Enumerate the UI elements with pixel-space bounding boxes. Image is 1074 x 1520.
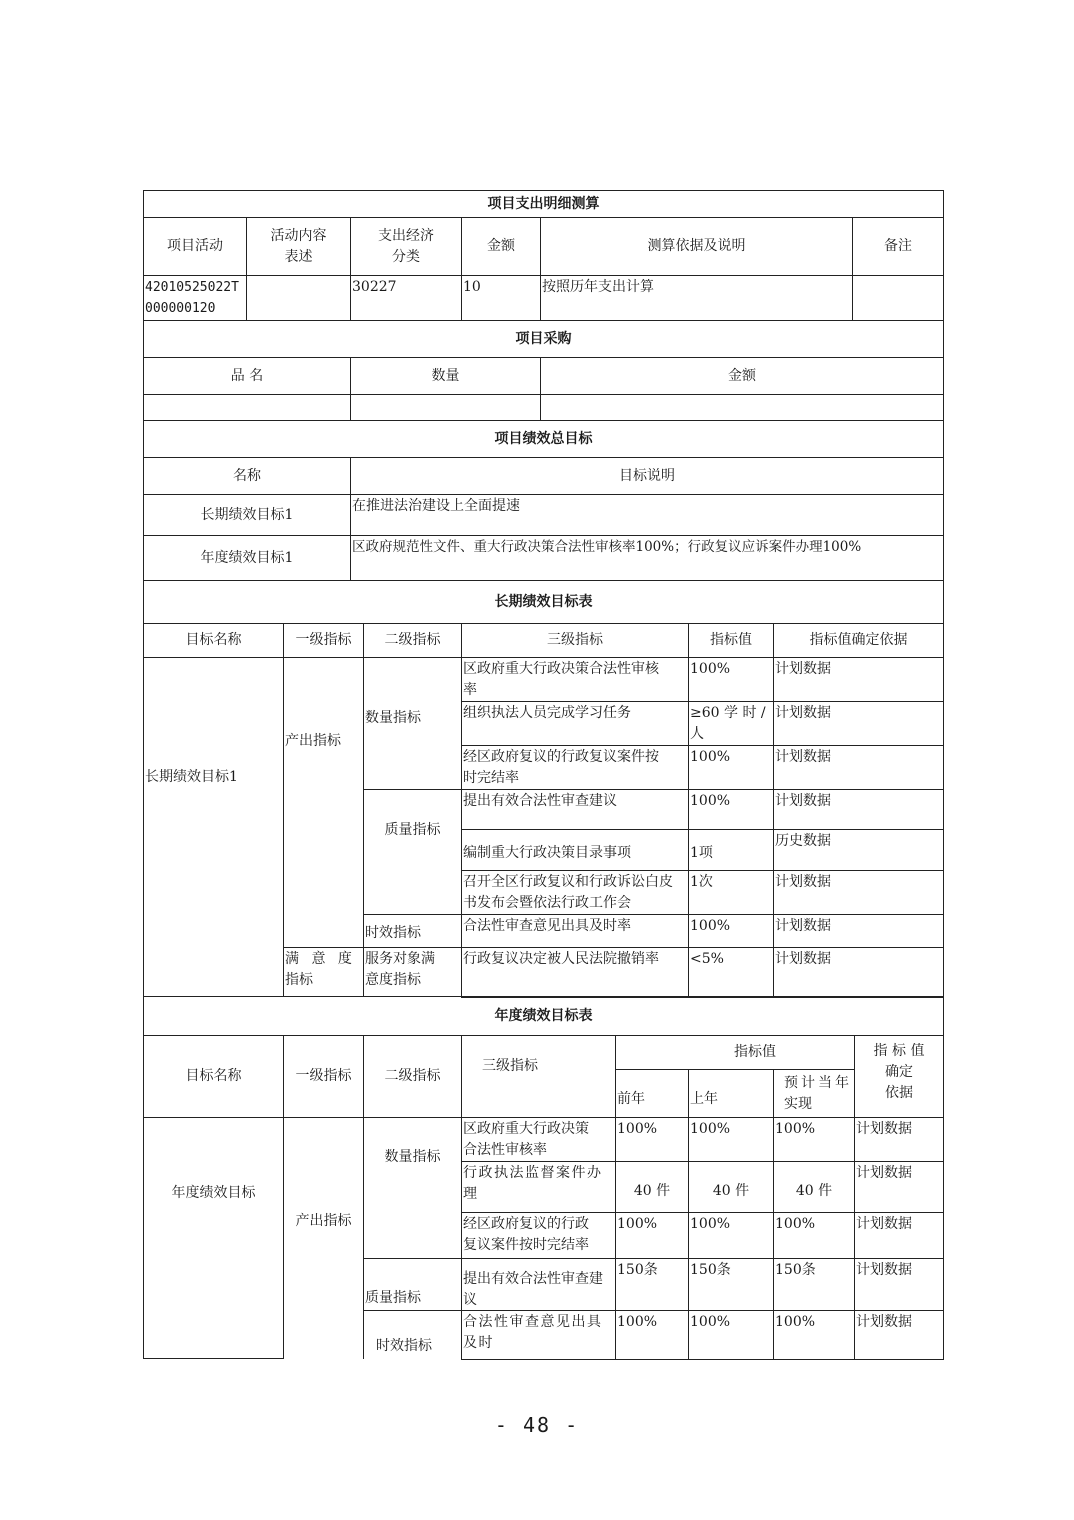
annual-header-goal-name: 目标名称 [143,1035,284,1118]
longterm-header-level2: 二级指标 [363,623,462,658]
header-text: 指 标 值 [873,1043,925,1059]
annual-basis-cell: 计划数据 [854,1310,944,1360]
annual-level2-quality [363,1258,462,1311]
header-activity-content [246,217,351,276]
level3-text-line2: 率 [463,682,477,698]
value-text-line1: 100% [690,749,731,765]
goal-name-text: 年度绩效目标 [171,1184,256,1201]
annual-level3-cell [461,1212,616,1259]
value-text-line1: 100% [690,661,731,677]
annual-level2-timeliness [363,1310,462,1359]
header-text: 预计当年 [784,1075,852,1091]
header-text: 指标值 [734,1044,776,1060]
annual-header-prev-year: 前年 [615,1069,689,1118]
overall-goal-desc-annual: 区政府规范性文件、重大行政决策合法性审核率100%；行政复议应诉案件办理100% [350,535,944,581]
cell-basis: 按照历年支出计算 [540,275,853,321]
header-basis [540,217,853,276]
annual-goal-name [143,1117,284,1359]
level2-text: 质量指标 [365,1290,421,1306]
annual-table-title: 年度绩效目标表 [143,996,944,1036]
longterm-basis-cell: 计划数据 [773,789,944,830]
longterm-basis-cell: 计划数据 [773,701,944,746]
level3-text-line2: 时完结率 [463,770,519,786]
longterm-value-cell [688,789,774,830]
value-text-line1: 100% [690,918,731,934]
cell-activity-code [143,275,247,321]
header-text: 项目活动 [167,238,223,254]
cell-amount: 10 [461,275,541,321]
longterm-value-cell [688,870,774,915]
level3-text-line1: 区政府重大行政决策合法性审核 [463,661,659,677]
header-text: 支出经济 [378,227,434,244]
longterm-value-cell [688,701,774,746]
overall-goal-name-annual: 年度绩效目标1 [143,535,351,581]
cell-activity-content [246,275,351,321]
level2-text: 数量指标 [384,1148,441,1165]
procurement-cell-amount [540,394,944,421]
annual-level3-cell [461,1310,616,1360]
header-amount [461,217,541,276]
annual-level2-quantity [363,1117,462,1259]
level3-text-line2: 理 [463,1186,479,1202]
page-number: - 48 - [494,1413,580,1437]
longterm-level3-cell [461,870,689,915]
annual-expected-cell: 100% [773,1117,855,1162]
annual-level3-cell [461,1117,616,1162]
level3-text-line1: 合法性审查意见出具及时率 [463,918,631,934]
longterm-header-value: 指标值 [688,623,774,658]
level2-text: 质量指标 [384,821,441,838]
level3-text-line1: 提出有效合法性审查建 [463,1271,603,1287]
annual-basis-cell: 计划数据 [854,1161,944,1213]
overall-goals-title: 项目绩效总目标 [143,420,944,458]
overall-goals-header-name: 名称 [143,457,351,495]
level3-text-line1: 召开全区行政复议和行政诉讼白皮 [463,874,673,890]
level2-text: 服务对象满 [365,951,435,967]
overall-goal-desc-longterm: 在推进法治建设上全面提速 [350,494,944,536]
longterm-goal-name [143,657,284,997]
annual-header-basis [854,1035,944,1118]
annual-level1-output [283,1117,364,1359]
longterm-header-level3: 三级指标 [461,623,689,658]
level3-text-line1: 提出有效合法性审查建议 [463,793,617,809]
level3-text-line2: 合法性审核率 [463,1142,547,1158]
level3-text-line1: 行政执法监督案件办 [463,1165,603,1181]
header-text: 实现 [784,1096,812,1112]
annual-prev-year-cell: 150条 [615,1258,689,1311]
header-text: 表述 [284,248,313,265]
longterm-value-cell [688,829,774,871]
level2-text: 时效指标 [376,1338,432,1354]
value-text-line1: <5% [690,951,724,967]
header-text: 三级指标 [482,1058,538,1074]
annual-level3-cell [461,1258,616,1311]
longterm-level3-cell [461,745,689,790]
longterm-basis-cell: 计划数据 [773,947,944,998]
annual-prev-year-cell: 40 件 [615,1161,689,1213]
level3-text-line1: 行政复议决定被人民法院撤销率 [463,951,659,967]
level3-text-line1: 组织执法人员完成学习任务 [463,705,631,721]
longterm-basis-cell: 计划数据 [773,657,944,702]
value-text-line1: 100% [690,793,731,809]
level2-text: 数量指标 [365,710,421,726]
level1-text: 指标 [285,972,313,988]
procurement-title: 项目采购 [143,320,944,358]
value-text-line1: 1项 [690,845,713,861]
header-econ-class [350,217,462,276]
annual-prev-year-cell: 100% [615,1117,689,1162]
cell-remark [852,275,944,321]
level1-text: 产出指标 [285,733,341,749]
longterm-value-cell [688,914,774,948]
header-text: 备注 [884,238,912,254]
longterm-level2-quality [363,789,462,915]
value-text-line1: ≥60 学 时 / [690,705,766,721]
annual-header-level3 [461,1035,616,1118]
longterm-basis-cell: 计划数据 [773,914,944,948]
goal-name-text: 长期绩效目标1 [145,768,238,785]
longterm-header-goal-name: 目标名称 [143,623,284,658]
longterm-level3-cell [461,789,689,830]
annual-header-last-year: 上年 [688,1069,774,1118]
level3-text-line2: 复议案件按时完结率 [463,1237,589,1253]
longterm-table-title: 长期绩效目标表 [143,580,944,624]
header-text: 依据 [885,1085,913,1101]
longterm-level3-cell [461,947,689,998]
annual-header-level2: 二级指标 [363,1035,462,1118]
procurement-cell-quantity [350,394,541,421]
longterm-value-cell [688,947,774,998]
activity-code-line2: 000000120 [145,301,216,316]
annual-last-year-cell: 150条 [688,1258,774,1311]
procurement-header-amount: 金额 [540,357,944,395]
longterm-level3-cell [461,701,689,746]
longterm-basis-cell: 计划数据 [773,870,944,915]
header-text: 活动内容 [270,227,327,244]
overall-goals-header-desc: 目标说明 [350,457,944,495]
header-text: 金额 [487,238,515,254]
expense-detail-title: 项目支出明细测算 [143,190,944,218]
annual-last-year-cell: 100% [688,1212,774,1259]
longterm-level3-cell [461,657,689,702]
level3-text-line2: 书发布会暨依法行政工作会 [463,895,631,911]
level3-text-line1: 经区政府复议的行政复议案件按 [463,749,659,765]
annual-expected-cell: 100% [773,1310,855,1360]
annual-last-year-cell: 100% [688,1117,774,1162]
longterm-level3-cell [461,829,689,871]
longterm-level3-cell [461,914,689,948]
level3-text-line1: 编制重大行政决策目录事项 [463,845,631,861]
overall-goal-name-longterm: 长期绩效目标1 [143,494,351,536]
level1-text: 满 意 度 [285,951,356,967]
annual-basis-cell: 计划数据 [854,1212,944,1259]
longterm-basis-cell: 计划数据 [773,745,944,790]
longterm-header-basis: 指标值确定依据 [773,623,944,658]
annual-header-value-group [615,1035,855,1070]
level3-text-line1: 区政府重大行政决策 [463,1121,589,1137]
header-text: 分类 [392,248,420,265]
annual-expected-cell: 150条 [773,1258,855,1311]
annual-basis-cell: 计划数据 [854,1258,944,1311]
longterm-level2-satisfaction [363,947,462,997]
procurement-header-quantity: 数量 [350,357,541,395]
annual-expected-cell: 40 件 [773,1161,855,1213]
activity-code-line1: 42010525022T [145,280,239,295]
longterm-level1-satisfaction [283,947,364,997]
longterm-value-cell [688,745,774,790]
level2-text: 时效指标 [365,925,421,941]
level1-text: 产出指标 [295,1212,352,1229]
level2-text: 意度指标 [365,972,421,988]
annual-level3-cell [461,1161,616,1213]
level3-text-line1: 经区政府复议的行政 [463,1216,589,1232]
header-remark [852,217,944,276]
annual-last-year-cell: 40 件 [688,1161,774,1213]
header-text: 测算依据及说明 [647,238,746,254]
annual-basis-cell: 计划数据 [854,1117,944,1162]
annual-expected-cell: 100% [773,1212,855,1259]
annual-last-year-cell: 100% [688,1310,774,1360]
level3-text-line1: 合法性审查意见出具 [463,1314,603,1330]
annual-header-level1: 一级指标 [283,1035,364,1118]
longterm-level2-quantity [363,657,462,790]
longterm-header-level1: 一级指标 [283,623,364,658]
annual-header-expected [773,1069,855,1118]
procurement-header-name: 品 名 [143,357,351,395]
annual-prev-year-cell: 100% [615,1310,689,1360]
longterm-value-cell [688,657,774,702]
longterm-basis-cell: 历史数据 [773,829,944,871]
annual-prev-year-cell: 100% [615,1212,689,1259]
level3-text-line2: 议 [463,1292,477,1308]
longterm-level1-output [283,657,364,948]
procurement-cell-name [143,394,351,421]
longterm-level2-timeliness [363,914,462,948]
level3-text-line2: 及时 [463,1335,494,1351]
value-text-line2: 人 [690,726,704,742]
header-text: 确定 [885,1064,913,1080]
header-project-activity [143,217,247,276]
value-text-line1: 1次 [690,874,713,890]
cell-econ-class: 30227 [350,275,462,321]
